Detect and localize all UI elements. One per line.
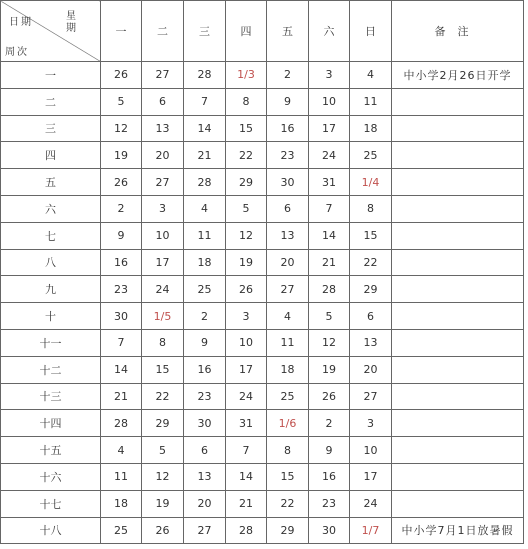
date-cell: 1/6 <box>267 410 309 437</box>
day-header-tue: 二 <box>142 1 184 62</box>
corner-header-cell <box>1 1 101 62</box>
table-row <box>1 195 524 222</box>
date-cell: 8 <box>142 329 184 356</box>
date-cell: 13 <box>350 329 392 356</box>
table-row <box>1 517 524 544</box>
date-cell: 27 <box>267 276 309 303</box>
note-header: 备注 <box>392 1 524 62</box>
note-cell <box>392 195 524 222</box>
date-cell: 20 <box>184 490 226 517</box>
date-cell: 29 <box>350 276 392 303</box>
table-row <box>1 410 524 437</box>
date-cell: 21 <box>101 383 142 410</box>
date-cell: 25 <box>101 517 142 544</box>
note-cell <box>392 169 524 196</box>
corner-label-qi: 期 <box>66 23 76 34</box>
week-number-cell: 九 <box>1 276 101 303</box>
date-cell: 30 <box>101 303 142 330</box>
date-cell: 19 <box>101 142 142 169</box>
week-number-cell: 十三 <box>1 383 101 410</box>
date-cell: 14 <box>226 463 267 490</box>
date-cell: 6 <box>267 195 309 222</box>
note-cell <box>392 88 524 115</box>
corner-label-date: 日期 <box>9 17 33 28</box>
date-cell: 10 <box>309 88 350 115</box>
table-row <box>1 276 524 303</box>
week-number-cell: 十一 <box>1 329 101 356</box>
date-cell: 1/4 <box>350 169 392 196</box>
note-cell <box>392 142 524 169</box>
table-row <box>1 490 524 517</box>
date-cell: 18 <box>101 490 142 517</box>
date-cell: 12 <box>142 463 184 490</box>
date-cell: 17 <box>142 249 184 276</box>
note-cell <box>392 276 524 303</box>
date-cell: 6 <box>142 88 184 115</box>
date-cell: 8 <box>267 437 309 464</box>
table-row <box>1 463 524 490</box>
week-number-cell: 一 <box>1 62 101 89</box>
week-number-cell: 十四 <box>1 410 101 437</box>
table-row <box>1 222 524 249</box>
date-cell: 6 <box>184 437 226 464</box>
table-row <box>1 249 524 276</box>
week-number-cell: 十八 <box>1 517 101 544</box>
date-cell: 10 <box>350 437 392 464</box>
date-cell: 14 <box>309 222 350 249</box>
date-cell: 1/7 <box>350 517 392 544</box>
date-cell: 7 <box>101 329 142 356</box>
date-cell: 7 <box>226 437 267 464</box>
date-cell: 29 <box>142 410 184 437</box>
week-number-cell: 十五 <box>1 437 101 464</box>
note-cell: 中小学2月26日开学 <box>392 62 524 89</box>
week-number-cell: 十六 <box>1 463 101 490</box>
date-cell: 27 <box>184 517 226 544</box>
table-row <box>1 356 524 383</box>
date-cell: 12 <box>101 115 142 142</box>
date-cell: 18 <box>184 249 226 276</box>
date-cell: 27 <box>142 62 184 89</box>
date-cell: 25 <box>350 142 392 169</box>
note-cell <box>392 437 524 464</box>
date-cell: 5 <box>309 303 350 330</box>
date-cell: 18 <box>350 115 392 142</box>
week-number-cell: 八 <box>1 249 101 276</box>
date-cell: 12 <box>309 329 350 356</box>
date-cell: 22 <box>267 490 309 517</box>
date-cell: 1/3 <box>226 62 267 89</box>
date-cell: 19 <box>142 490 184 517</box>
date-cell: 15 <box>350 222 392 249</box>
date-cell: 23 <box>267 142 309 169</box>
date-cell: 23 <box>309 490 350 517</box>
day-header-mon: 一 <box>101 1 142 62</box>
note-cell <box>392 329 524 356</box>
date-cell: 30 <box>309 517 350 544</box>
table-row <box>1 329 524 356</box>
note-cell <box>392 115 524 142</box>
table-row <box>1 88 524 115</box>
date-cell: 26 <box>101 169 142 196</box>
date-cell: 29 <box>226 169 267 196</box>
note-cell: 中小学7月1日放暑假 <box>392 517 524 544</box>
note-cell <box>392 249 524 276</box>
date-cell: 14 <box>184 115 226 142</box>
date-cell: 28 <box>184 169 226 196</box>
date-cell: 9 <box>309 437 350 464</box>
date-cell: 7 <box>309 195 350 222</box>
date-cell: 24 <box>142 276 184 303</box>
date-cell: 27 <box>350 383 392 410</box>
day-header-fri: 五 <box>267 1 309 62</box>
date-cell: 23 <box>184 383 226 410</box>
day-header-sat: 六 <box>309 1 350 62</box>
date-cell: 3 <box>309 62 350 89</box>
date-cell: 31 <box>309 169 350 196</box>
date-cell: 10 <box>142 222 184 249</box>
date-cell: 4 <box>350 62 392 89</box>
date-cell: 13 <box>142 115 184 142</box>
date-cell: 2 <box>101 195 142 222</box>
day-header-wed: 三 <box>184 1 226 62</box>
date-cell: 19 <box>226 249 267 276</box>
day-header-thu: 四 <box>226 1 267 62</box>
date-cell: 20 <box>350 356 392 383</box>
corner-label-week-number: 周次 <box>5 47 29 58</box>
date-cell: 30 <box>184 410 226 437</box>
table-row <box>1 303 524 330</box>
date-cell: 26 <box>142 517 184 544</box>
date-cell: 28 <box>184 62 226 89</box>
date-cell: 24 <box>309 142 350 169</box>
date-cell: 21 <box>309 249 350 276</box>
table-row <box>1 383 524 410</box>
date-cell: 1/5 <box>142 303 184 330</box>
date-cell: 15 <box>142 356 184 383</box>
date-cell: 9 <box>267 88 309 115</box>
date-cell: 3 <box>350 410 392 437</box>
date-cell: 16 <box>184 356 226 383</box>
note-cell <box>392 303 524 330</box>
note-cell <box>392 463 524 490</box>
week-number-cell: 六 <box>1 195 101 222</box>
date-cell: 11 <box>184 222 226 249</box>
date-cell: 15 <box>267 463 309 490</box>
week-number-cell: 三 <box>1 115 101 142</box>
date-cell: 16 <box>267 115 309 142</box>
day-header-sun: 日 <box>350 1 392 62</box>
date-cell: 12 <box>226 222 267 249</box>
date-cell: 31 <box>226 410 267 437</box>
date-cell: 3 <box>142 195 184 222</box>
date-cell: 18 <box>267 356 309 383</box>
week-number-cell: 十二 <box>1 356 101 383</box>
date-cell: 21 <box>184 142 226 169</box>
date-cell: 22 <box>350 249 392 276</box>
table-row <box>1 62 524 89</box>
date-cell: 7 <box>184 88 226 115</box>
date-cell: 5 <box>142 437 184 464</box>
date-cell: 17 <box>226 356 267 383</box>
date-cell: 3 <box>226 303 267 330</box>
date-cell: 2 <box>184 303 226 330</box>
date-cell: 28 <box>226 517 267 544</box>
date-cell: 4 <box>101 437 142 464</box>
week-number-cell: 七 <box>1 222 101 249</box>
date-cell: 24 <box>226 383 267 410</box>
date-cell: 25 <box>267 383 309 410</box>
table-row <box>1 169 524 196</box>
date-cell: 8 <box>226 88 267 115</box>
date-cell: 29 <box>267 517 309 544</box>
date-cell: 14 <box>101 356 142 383</box>
note-cell <box>392 490 524 517</box>
table-row <box>1 142 524 169</box>
date-cell: 28 <box>101 410 142 437</box>
date-cell: 22 <box>142 383 184 410</box>
date-cell: 13 <box>184 463 226 490</box>
date-cell: 16 <box>101 249 142 276</box>
date-cell: 17 <box>350 463 392 490</box>
date-cell: 8 <box>350 195 392 222</box>
date-cell: 27 <box>142 169 184 196</box>
date-cell: 17 <box>309 115 350 142</box>
date-cell: 19 <box>309 356 350 383</box>
date-cell: 26 <box>226 276 267 303</box>
table-row <box>1 115 524 142</box>
date-cell: 26 <box>101 62 142 89</box>
table-row <box>1 437 524 464</box>
week-number-cell: 十七 <box>1 490 101 517</box>
date-cell: 9 <box>184 329 226 356</box>
date-cell: 4 <box>184 195 226 222</box>
date-cell: 5 <box>101 88 142 115</box>
note-cell <box>392 356 524 383</box>
date-cell: 5 <box>226 195 267 222</box>
date-cell: 24 <box>350 490 392 517</box>
date-cell: 6 <box>350 303 392 330</box>
date-cell: 9 <box>101 222 142 249</box>
date-cell: 26 <box>309 383 350 410</box>
date-cell: 2 <box>267 62 309 89</box>
corner-label-xing: 星 <box>66 11 76 22</box>
week-number-cell: 十 <box>1 303 101 330</box>
date-cell: 2 <box>309 410 350 437</box>
date-cell: 16 <box>309 463 350 490</box>
date-cell: 30 <box>267 169 309 196</box>
date-cell: 11 <box>350 88 392 115</box>
date-cell: 13 <box>267 222 309 249</box>
date-cell: 25 <box>184 276 226 303</box>
date-cell: 21 <box>226 490 267 517</box>
date-cell: 4 <box>267 303 309 330</box>
date-cell: 11 <box>267 329 309 356</box>
date-cell: 15 <box>226 115 267 142</box>
date-cell: 28 <box>309 276 350 303</box>
header-row <box>1 1 524 62</box>
note-cell <box>392 383 524 410</box>
date-cell: 20 <box>142 142 184 169</box>
week-number-cell: 四 <box>1 142 101 169</box>
date-cell: 10 <box>226 329 267 356</box>
note-cell <box>392 410 524 437</box>
week-number-cell: 二 <box>1 88 101 115</box>
date-cell: 11 <box>101 463 142 490</box>
date-cell: 20 <box>267 249 309 276</box>
week-number-cell: 五 <box>1 169 101 196</box>
date-cell: 22 <box>226 142 267 169</box>
note-cell <box>392 222 524 249</box>
date-cell: 23 <box>101 276 142 303</box>
